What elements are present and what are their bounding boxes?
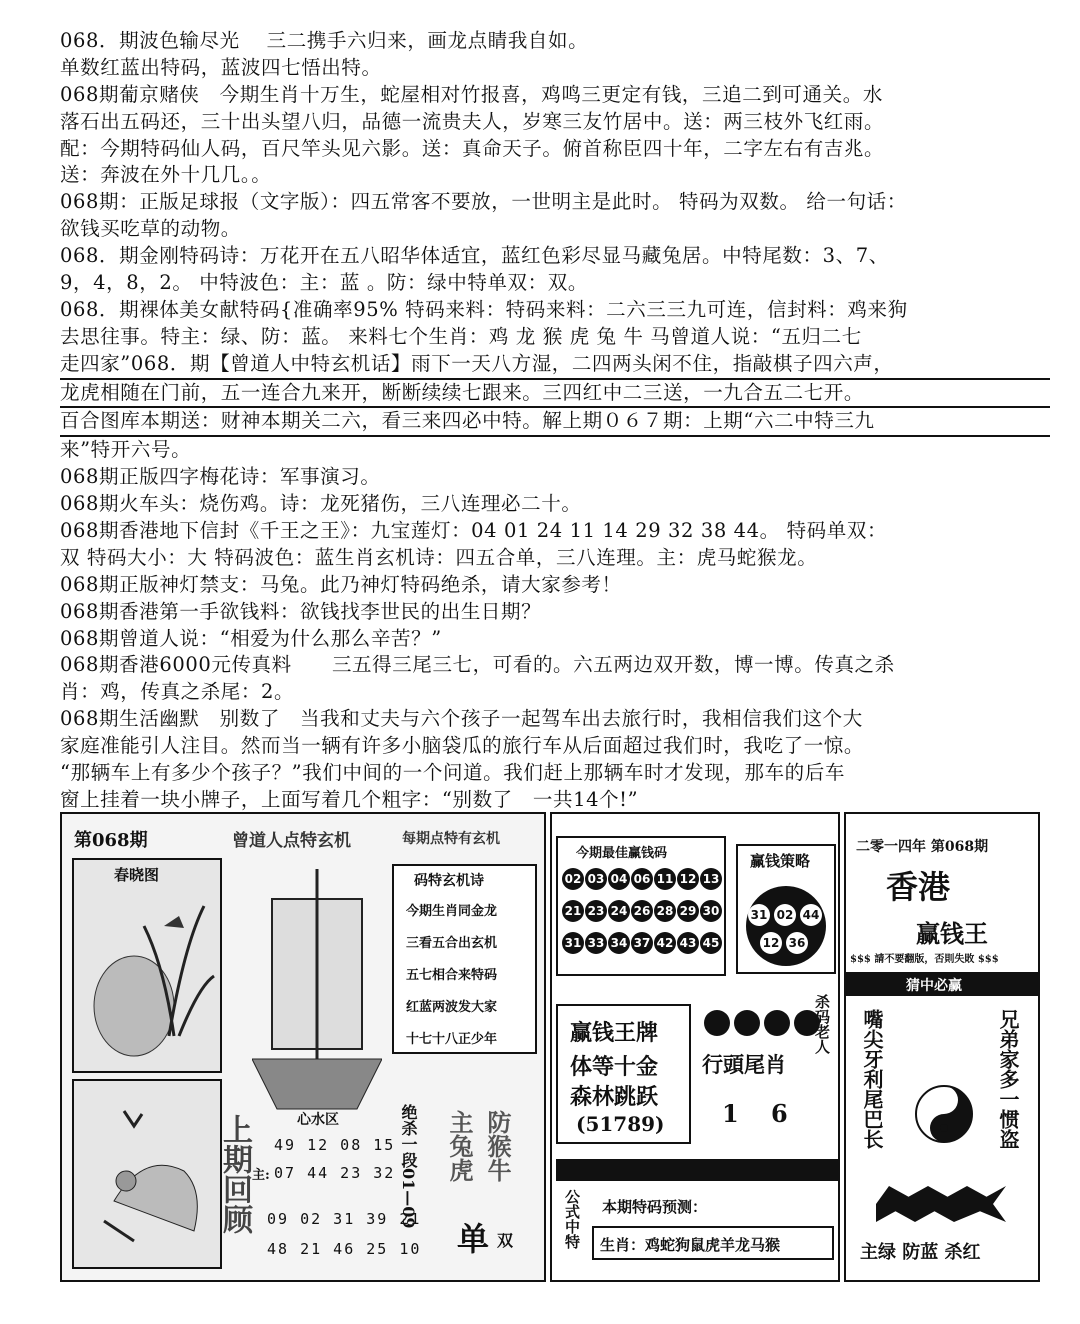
text-line: 068．期裸体美女献特码{准确率95% 特码来料：特码来料：二六三三九可连，信封料：鸡来狗 (60, 297, 908, 321)
riddle-item: 红蓝两波发大家 (406, 1000, 498, 1015)
must-win-label: 猜中必赢 (906, 978, 962, 994)
issue-year: 二零一四年 第068期 (856, 839, 989, 855)
number-ball: 03 (585, 868, 607, 890)
number-ball: 30 (700, 900, 722, 922)
riddle-item: 五七相合来特码 (406, 968, 498, 983)
black-ball-icon (734, 1010, 760, 1036)
number-ball: 29 (677, 900, 699, 922)
heart-zone-label: 心水区 (297, 1112, 339, 1128)
text-line: 068期：正版足球报（文字版）：四五常客不要放，一世明主是此时。 特码为双数。 给一句话： (60, 190, 907, 214)
starburst-icon (876, 1186, 1006, 1222)
text-line: 068期正版四字梅花诗：军事演习。 (60, 465, 381, 489)
number-row: 48 21 46 25 10 (267, 1240, 422, 1258)
text-line: 068期正版神灯禁支：马兔。此乃神灯特码绝杀，请大家参考！ (60, 572, 622, 596)
number-row: 49 12 08 15 (274, 1136, 396, 1154)
prediction-zodiac-box (592, 1226, 834, 1260)
strategy-title: 赢钱策略 (750, 852, 811, 870)
header-subtitle: 每期点特有玄机 (402, 831, 500, 847)
prediction-zodiac: 生肖：鸡蛇狗鼠虎羊龙马猴 (600, 1236, 781, 1254)
number-ball: 02 (562, 868, 584, 890)
ship-illustration (252, 869, 382, 1119)
number-ball: 06 (631, 868, 653, 890)
bird-illustration (74, 1081, 220, 1267)
number-ball: 37 (631, 932, 653, 954)
guard-zodiac: 防猴牛 (483, 1110, 512, 1182)
number-ball: 44 (800, 904, 822, 926)
yin-yang-icon (914, 1084, 974, 1144)
number-ball: 13 (700, 868, 722, 890)
number-ball: 33 (585, 932, 607, 954)
text-line: 9，4，8，2。 中特波色：主：蓝 。防：绿中特单双：双。 (60, 271, 588, 295)
single-badge: 单 (457, 1220, 490, 1258)
slogan: $$$ 請不要翻版，否則失敗 $$$ (850, 954, 999, 965)
number-row: 09 02 31 39 21 (267, 1210, 422, 1228)
riddle-col-1: 嘴尖牙利尾巴长 (860, 1009, 884, 1149)
issue-label: 第068期 (74, 830, 148, 851)
number-ball: 45 (700, 932, 722, 954)
number-ball: 23 (585, 900, 607, 922)
must-win-bar (846, 972, 1038, 996)
header-title: 曾道人点特玄机 (232, 831, 351, 851)
panel-middle (550, 812, 840, 1282)
main-zodiac: 主兔虎 (445, 1110, 474, 1182)
head-tail-label: 行頭尾肖 (702, 1052, 786, 1077)
riddle-item: 今期生肖同金龙 (406, 904, 498, 919)
win-king: 赢钱王 (916, 919, 988, 948)
riddle-title: 码特玄机诗 (414, 873, 484, 889)
text-line: 068．期波色输尽光 三二携手六归来，画龙点睛我自如。 (60, 29, 589, 52)
number-ball: 04 (608, 868, 630, 890)
text-line: 去思往事。特主：绿、防：蓝。 来料七个生肖：鸡 龙 猴 虎 兔 牛 马曾道人说：“五归二七 (60, 324, 862, 348)
number-ball: 21 (562, 900, 584, 922)
black-ball-icon (764, 1010, 790, 1036)
text-line: 来”特开六号。 (60, 438, 192, 462)
riddle-item: 三看五合出玄机 (406, 936, 498, 951)
brand-title: 赢钱王牌 (570, 1020, 659, 1046)
text-line: 068期香港6000元传真料 三五得三尾三七，可看的。六五两边双开数，博一博。传真之杀 (60, 653, 895, 677)
number-ball: 34 (608, 932, 630, 954)
bird-scene (72, 1079, 222, 1269)
text-line-underlined: 百合图库本期送：财神本期关二六，看三来四必中特。解上期０６７期：上期“六二中特三九 (60, 408, 1050, 437)
best-numbers-box (556, 836, 726, 976)
number-ball: 28 (654, 900, 676, 922)
main-label: 主: (252, 1168, 270, 1183)
text-line: 068期生活幽默 别数了 当我和丈夫与六个孩子一起驾车出去旅行时，我相信我们这个大 (60, 707, 863, 731)
text-line: 单数红蓝出特码，蓝波四七悟出特。 (60, 55, 382, 79)
number-ball: 31 (562, 932, 584, 954)
prediction-title: 本期特码预测： (602, 1198, 708, 1216)
kill-range: 绝杀一段01—09 (399, 1104, 418, 1229)
number-ball: 31 (748, 904, 770, 926)
strategy-box (736, 844, 836, 974)
brand-line: 森林跳跃 (570, 1084, 659, 1110)
panel-right (844, 812, 1040, 1282)
text-line: 肖：鸡，传真之杀尾：2。 (60, 680, 295, 704)
riddle-col-2: 兄弟家多一惯盗 (996, 1009, 1020, 1149)
last-review-text: 上期回顾 (217, 1114, 252, 1234)
text-line: 双 特码大小：大 特码波色：蓝生肖玄机诗：四五合单，三八连理。主：虎马蛇猴龙。 (60, 545, 818, 569)
text-line: 068期葡京赌侠 今期生肖十万生，蛇屋相对竹报喜，鸡鸣三更定有钱，三追二到可通关。水 (60, 82, 883, 106)
text-line: “那辆车上有多少个孩子？”我们中间的一个问道。我们赶上那辆车时才发现，那车的后车 (60, 761, 845, 785)
text-line: 送：奔波在外十几几。。 (60, 163, 272, 187)
text-line-underlined: 走四家”068．期【曾道人中特玄机话】雨下一天八方湿，二四两头闲不住，指敲棋子四六声， (60, 351, 1050, 380)
number-row: 07 44 23 32 (274, 1164, 396, 1182)
number-ball: 02 (774, 904, 796, 926)
text-line: 落石出五码还，三十出头望八归，品德一流贵夫人，岁寒三友竹居中。送：两三枝外飞红雨。 (60, 109, 885, 133)
cat-orchid-illustration (74, 886, 220, 1071)
number-ball: 26 (631, 900, 653, 922)
number-ball: 24 (608, 900, 630, 922)
number-ball: 36 (786, 932, 808, 954)
text-line: 068期香港第一手欲钱料：欲钱找李世民的出生日期？ (60, 599, 542, 623)
hk-title: 香港 (886, 868, 951, 906)
riddle-item: 十七十八正少年 (406, 1032, 498, 1047)
tail-digits: 1 6 (722, 1099, 800, 1128)
text-line: 配：今期特码仙人码，百尺竿头见六影。送：真命天子。俯首称臣四十年，二字左右有吉兆。 (60, 136, 885, 160)
text-line: 窗上挂着一块小牌子，上面写着几个粗字：“别数了 一共14个!” (60, 787, 639, 811)
text-line: 068期香港地下信封《千王之王》：九宝莲灯：04 01 24 11 14 29 32 38 44。 特码单双： (60, 519, 888, 543)
killer-label: 杀码老人 (813, 994, 831, 1054)
double-small: 双 (497, 1231, 514, 1250)
brand-code: (51789) (576, 1112, 665, 1136)
number-ball: 12 (760, 932, 782, 954)
text-line: 068．期金刚特码诗：万花开在五八昭华体适宜，蓝红色彩尽显马藏兔居。中特尾数：3、7、 (60, 244, 889, 268)
riddle-box (392, 864, 537, 1054)
lottery-collage (60, 812, 1040, 1282)
text-line: 欲钱买吃草的动物。 (60, 217, 241, 241)
text-line-underlined: 龙虎相随在门前，五一连合九来开，断断续续七跟来。三四红中二三送，一九合五二七开。 (60, 380, 1050, 409)
black-ball-icon (704, 1010, 730, 1036)
text-line: 068期曾道人说：“相爱为什么那么辛苦？” (60, 626, 442, 650)
text-line: 家庭准能引人注目。然而当一辆有许多小脑袋瓜的旅行车从后面超过我们时，我吃了一惊。 (60, 734, 865, 758)
redacted-bar (556, 1159, 838, 1181)
formula-label: 公式中特 (563, 1189, 581, 1249)
number-ball: 12 (677, 868, 699, 890)
brand-box (556, 1004, 691, 1144)
panel-left (60, 812, 546, 1282)
spring-scene (72, 858, 222, 1073)
article-text (60, 28, 1050, 814)
best-numbers-title: 今期最佳赢钱码 (576, 846, 668, 861)
brand-line: 体等十金 (570, 1054, 659, 1080)
scene-title: 春晓图 (114, 866, 160, 884)
number-ball: 42 (654, 932, 676, 954)
bottom-main: 主绿 防蓝 杀红 (860, 1242, 981, 1263)
number-ball: 43 (677, 932, 699, 954)
number-ball: 11 (654, 868, 676, 890)
text-line: 068期火车头：烧伤鸡。诗：龙死猪伤，三八连理必二十。 (60, 492, 582, 516)
strategy-ball-cluster (746, 886, 826, 966)
